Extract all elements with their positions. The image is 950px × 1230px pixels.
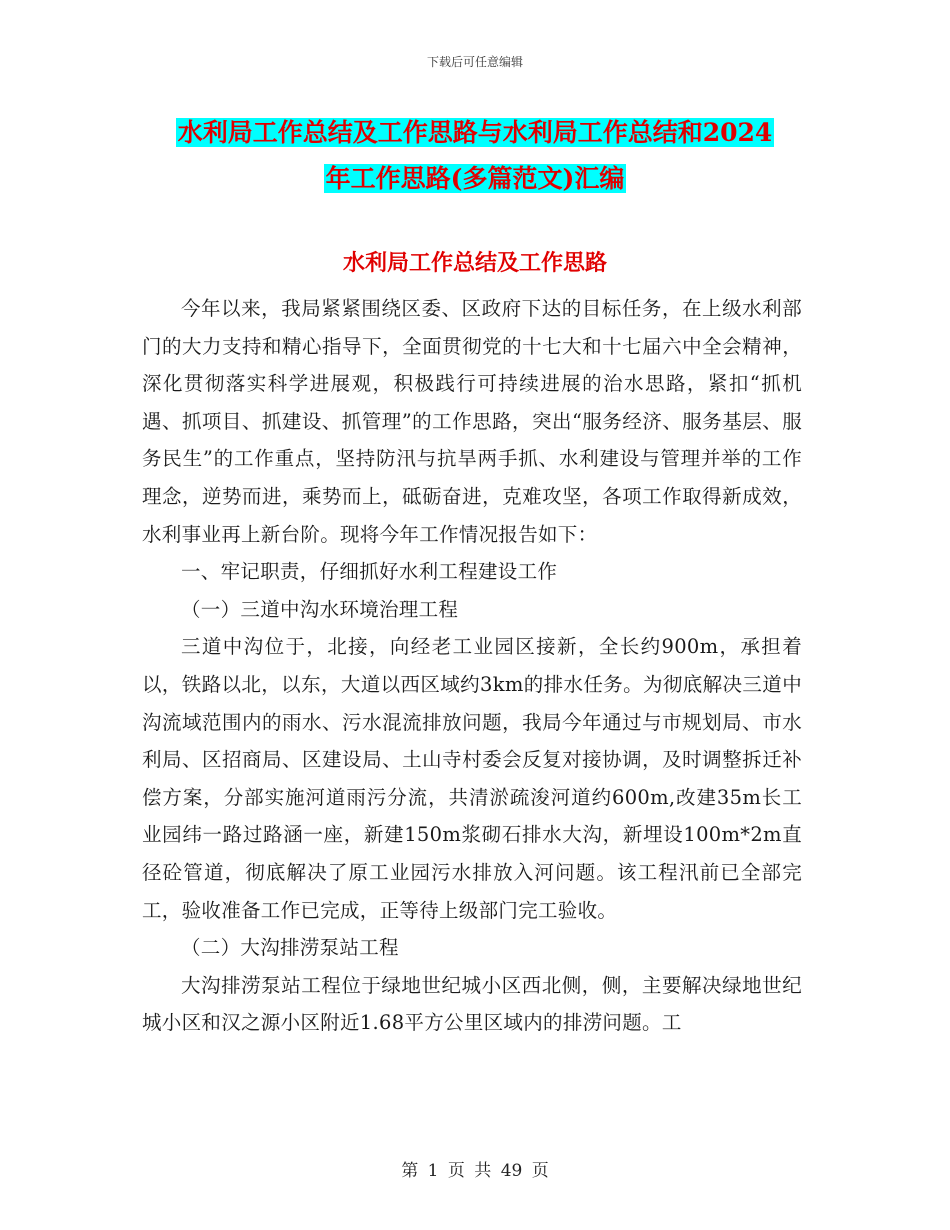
heading-item-one: （一）三道中沟水环境治理工程 bbox=[181, 597, 459, 621]
page-number: 第 1 页 共 49 页 bbox=[401, 1161, 549, 1181]
document-title bbox=[140, 110, 810, 202]
document-body bbox=[142, 290, 802, 1042]
document-title-line2: 年工作思路(多篇范文)汇编 bbox=[325, 164, 625, 193]
section-title: 水利局工作总结及工作思路 bbox=[342, 250, 607, 276]
heading-part-one: 一、牢记职责，仔细抓好水利工程建设工作 bbox=[181, 560, 558, 584]
document-title-line1: 水利局工作总结及工作思路与水利局工作总结和2024 bbox=[177, 118, 773, 147]
heading-item-two: （二）大沟排涝泵站工程 bbox=[181, 936, 399, 960]
paragraph-item-two: 大沟排涝泵站工程位于绿地世纪城小区西北侧，侧，主要解决绿地世纪城小区和汉之源小区附近1.68平方公里区域内的排涝问题。工 bbox=[142, 973, 802, 1035]
paragraph-item-one: 三道中沟位于，北接，向经老工业园区接新，全长约900m，承担着以，铁路以北，以东，大道以西区域约3km的排水任务。为彻底解决三道中沟流域范围内的雨水、污水混流排放问题，我局今年通过与市规划局、市水利局、区招商局、区建设局、土山寺村委会反复对接协调，及时调整拆迁补偿方案，分部实施河道雨污分流，共清淤疏浚河道约600m,改建35m长工业园纬一路过路涵一座，新建150m浆砌石排水大沟，新埋设100m*2m直径砼管道，彻底解决了原工业园污水排放入河问题。该工程汛前已全部完工，验收准备工作已完成，正等待上级部门完工验收。 bbox=[142, 635, 802, 922]
paragraph-intro: 今年以来，我局紧紧围绕区委、区政府下达的目标任务，在上级水利部门的大力支持和精心指导下，全面贯彻党的十七大和十七届六中全会精神，深化贯彻落实科学进展观，积极践行可持续进展的治水思路，紧扣“抓机遇、抓项目、抓建设、抓管理”的工作思路，突出“服务经济、服务基层、服务民生”的工作重点，坚持防汛与抗旱两手抓、水利建设与管理并举的工作理念，逆势而进，乘势而上，砥砺奋进，克难攻坚，各项工作取得新成效，水利事业再上新台阶。现将今年工作情况报告如下： bbox=[142, 297, 802, 546]
header-note: 下载后可任意编辑 bbox=[426, 55, 523, 69]
